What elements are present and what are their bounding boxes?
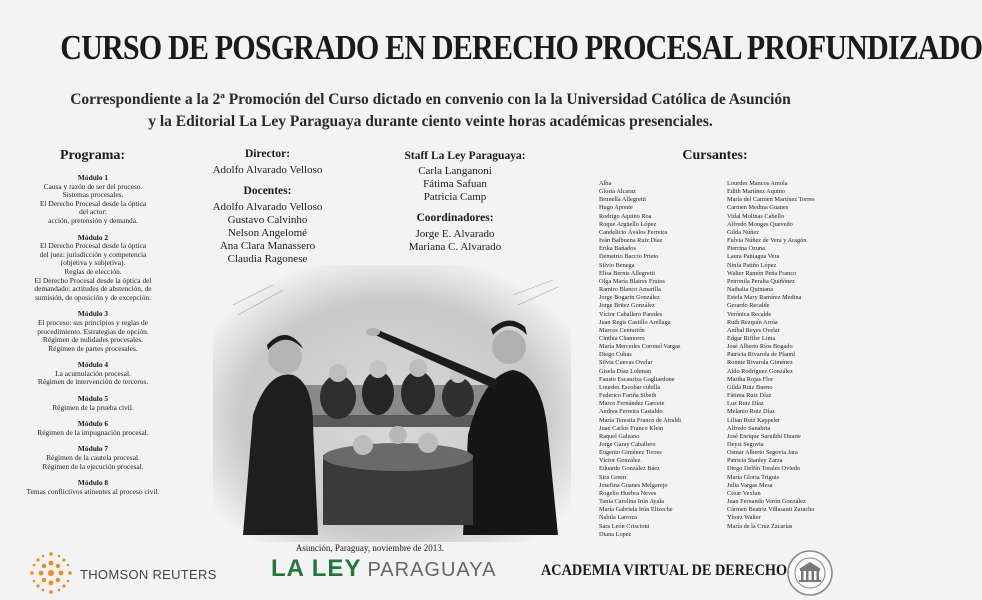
module-title: Módulo 6 [77,419,109,429]
cursante-name: Tania Carolina Irún Ayala [599,498,664,506]
cursante-name: Ramiro Blanco Amarilla [599,286,661,294]
cursante-name: Alfredo Monges Quevedo [727,220,793,228]
cursante-name: Deysi Segovia [727,441,764,448]
module-title: Módulo 2 [77,232,109,242]
cursante-name: Julia Vargas Mesa [727,481,773,489]
cursante-name: Diego Cubas [599,351,632,359]
cursante-name: Gilda Núñez [727,228,759,236]
programa-module [8,234,178,303]
cursante-name: Iván Balbuena Ruiz Díaz [599,237,663,245]
cursante-name: Gisela Díaz Lohman [599,367,652,375]
cursante-name: Ronnie Rivarola Giménez [727,359,793,367]
programa-module [8,174,178,226]
cursante-name: Pierrina Ozuna [727,245,765,253]
docente: Nelson Angelomé [227,227,308,239]
cursante-name: Lilian Ruiz Kappeler [727,416,781,424]
module-title: Módulo 7 [77,444,109,454]
cursante-name: Nínfa Patiño López [727,261,777,269]
cursante-name: Jorge Garay Caballero [599,441,656,448]
cursante-name: Ruth Rezquín Arrúa [727,318,778,326]
module-description: Temas conflictivos atinentes al proceso civil. [26,486,160,496]
module-title: Módulo 8 [77,478,109,488]
subtitle-line-2: y la Editorial La Ley Paraguaya durante ciento veinte horas académicas presenciales. [148,113,713,130]
cursante-name: Nathalia Quintana [727,286,773,294]
cursante-name: Verónica Recalde [727,310,772,318]
coordinadores-list [390,228,520,254]
laley-logo [271,555,496,583]
cursante-name: Edith Martínez Aquino [727,188,786,196]
coordinadores-heading: Coordinadores: [416,212,494,224]
cursante-name: Lourdes Escobar cubilla [599,383,661,391]
academia-seal-icon [786,549,834,597]
cursante-name: María Gabriela Irún Elizeche [599,506,673,514]
cursante-name: Jorge Britez González [599,302,655,310]
cursante-name: Jorge Bogarín González [599,294,660,302]
module-description: Régimen de la impugnación procesal. [37,427,149,437]
programa-module [8,310,178,353]
module-description: El Derecho Procesal desde la óptica del juez: jurisdicción y competencia (objetiva y subjetiva). Reglas de elección. El Derecho Procesal desde la óptica del demandado: actitudes de abstención, de sumisión, de oposición y de excepción. [34,241,152,302]
cursante-name: Patricia Stanley Zarza [727,457,783,465]
courtroom-illustration [213,265,571,542]
cursante-name: Lourdes Mancos Amola [727,180,788,187]
module-description: El proceso: sus principios y reglas de procedimiento. Estrategias de opción. Régimen de nulidades procesales. Régimen de partes procesales. [37,317,149,353]
cursantes-list-2 [727,180,815,531]
cursante-name: Laura Paniagua Vera [727,253,780,261]
subtitle-line-1: Correspondiente a la 2ª Promoción del Curso dictado en convenio con la la Universidad Católica de Asunción [70,91,791,108]
module-title: Módulo 1 [77,173,109,182]
cursante-name: Sira Green [599,473,627,481]
cursante-name: Andrea Ferreira Castaldo [599,408,663,416]
cursante-name: Estela Mary Ramírez Medina [727,294,802,302]
cursante-name: Osmar Alberto Segovia Jara [727,449,798,457]
cursante-name: Erika Bañados [599,245,636,253]
cursante-name: Gerardo Recalde [727,302,770,310]
cursante-name: Gilda Ruiz Bueno [727,383,773,391]
director-heading: Director: [244,148,291,160]
programa-heading: Programa: [59,148,126,163]
cursante-name: Yborz Walter [727,514,761,522]
cursante-name: Juan Fernando Verón González [727,498,806,506]
cursante-name: Silvia Cuevas Ovelar [599,359,653,367]
cursantes-list-1 [599,180,681,539]
cursante-name: Fausto Escauriza Gagliardone [599,375,675,383]
cursante-name: Martha Rojas Flor [727,375,774,383]
paraguaya-text: PARAGUAYA [367,559,497,581]
cursante-name: Elisa Bernis Allegretti [599,269,655,277]
cursante-name: María de la Cruz Zacarías [727,522,793,530]
docente: Gustavo Calvinho [227,214,308,226]
director-name: Adolfo Alvarado Velloso [212,164,323,176]
cursante-name: Diana Lopez [599,530,632,538]
cursante-name: Fátima Ruiz Díaz [727,392,772,400]
docente: Claudia Ragonese [227,253,308,265]
laley-text: LA LEY [271,555,362,582]
cursante-name: José Alberto Ríos Bogado [727,343,793,351]
cursante-name: José Enrique Saruibbi Duarte [727,432,801,440]
cursante-name: Brunella Allegretti [599,196,647,204]
programa-modules [8,174,178,504]
docente: Ana Clara Manassero [219,240,316,252]
module-description: Régimen de la cautela procesal. Régimen de la ejecución procesal. [42,453,144,471]
cursante-name: Víctor González [599,457,641,465]
module-title: Módulo 4 [77,360,109,370]
cursante-name: Nabila Larroza [599,514,637,522]
docente: Adolfo Alvarado Velloso [212,201,323,213]
cursante-name: Luz Ruiz Díaz [727,400,764,408]
cursante-name: Melanio Ruiz Díaz [727,408,775,416]
programa-module [8,395,178,412]
cursante-name: Juan Regis Castillo Arellaga [599,318,671,326]
docentes-list [195,201,340,266]
cursante-name: Candelicio Ávalos Ferreira [599,228,668,236]
programa-module [8,445,178,471]
cursante-name: Demetrio Baccio Prieto [599,253,659,261]
staff-list [395,165,515,204]
cursante-name: Eduardo González Báez [599,465,660,473]
cursante-name: Alfredo Sanabria [727,424,771,432]
cursante-name: María del Carmen Martínez Torres [727,196,815,204]
staff-heading: Staff La Ley Paraguaya: [404,150,526,162]
programa-module [8,420,178,437]
cursante-name: Fulvia Núñez de Vera y Aragón [727,237,807,245]
coordinador: Mariana C. Alvarado [408,241,502,253]
staff-member: Fátima Safuan [423,178,487,190]
cursante-name: Sara León Criscioni [599,522,650,530]
cursante-name: Patricia Rivarola de Pfannl [727,351,796,359]
cursante-name: Marco Fernández Garcete [599,400,665,408]
cursante-name: Aníbal Reyes Ovelar [727,326,780,334]
cursante-name: César Vexlun [727,489,761,497]
cursante-name: Alba [599,180,612,187]
cursante-name: Edgar Riffler Lima [727,334,776,342]
cursante-name: Raquel Galeano [599,432,640,440]
cursantes-heading: Cursantes: [682,148,748,163]
cursante-name: Silvio Benega [599,261,635,269]
module-description: La acumulación procesal. Régimen de intervención de terceros. [37,368,149,387]
module-title: Módulo 3 [77,309,109,319]
cursante-name: Juan Carlos Franco Klein [599,424,664,432]
cursante-name: Vidal Molinas Cabello [727,212,784,220]
cursante-name: Josefina Guanes Melgarejo [599,481,668,489]
cursante-name: Gloria Alcaraz [599,188,636,196]
cursante-name: Olga María Blaires Frutos [599,277,665,285]
cursante-name: Federico Fariña Sibeth [599,392,657,400]
cursante-name: Petronila Peralta Quiñónez [727,277,795,285]
cursante-name: Cármen Beatriz Villasanti Zaracho [727,506,815,514]
cursante-name: Walter Ramón Peña Franco [727,269,797,277]
coordinador: Jorge E. Alvarado [415,228,495,240]
thomson-reuters-text: THOMSON REUTERS [80,567,217,582]
module-description: Causa y razón de ser del proceso. Sistemas procesales. El Derecho Procesal desde la óptica del actor: acción, pretensión y demanda. [39,181,147,225]
cursante-name: Carmen Medina Guanes [727,204,789,212]
cursante-name: Diego Delfín Torales Oviedo [727,465,801,473]
cursante-name: Hugo Aponte [599,204,633,212]
cursante-name: Víctor Caballero Paredes [599,310,663,318]
cursante-name: Eugenio Giménez Torres [599,449,662,457]
cursante-name: Roque Argüello López [599,220,657,228]
staff-member: Patricia Camp [423,191,487,203]
cursante-name: Cinthia Chamorro [599,334,645,342]
cursante-name: María Mercedes Coronel Vargas [599,343,681,351]
thomson-reuters-logo [26,548,226,598]
staff-member: Carla Langanoni [418,165,492,177]
academia-virtual-text: ACADEMIA VIRTUAL DE DERECHO [541,562,788,579]
programa-module [8,361,178,387]
cursante-name: María Gloria Triguis [727,473,780,481]
module-title: Módulo 5 [77,394,109,404]
docentes-heading: Docentes: [243,185,292,197]
programa-module [8,479,178,496]
cursante-name: Marcos Centurión [599,326,645,334]
thomson-reuters-dots-icon [26,548,76,598]
place-date: Asunción, Paraguay, noviembre de 2013. [295,543,445,553]
cursante-name: María Teresita Franco de Airaldi [599,416,681,424]
page-title: CURSO DE POSGRADO EN DERECHO PROCESAL PROFUNDIZADO [60,28,982,67]
cursante-name: Aldo Rodríguez González [727,367,793,375]
module-description: Régimen de la prueba civil. [52,402,134,412]
cursante-name: Rodrigo Aquino Roa [599,212,652,220]
cursante-name: Rogelio Huebra Neves [599,489,657,497]
